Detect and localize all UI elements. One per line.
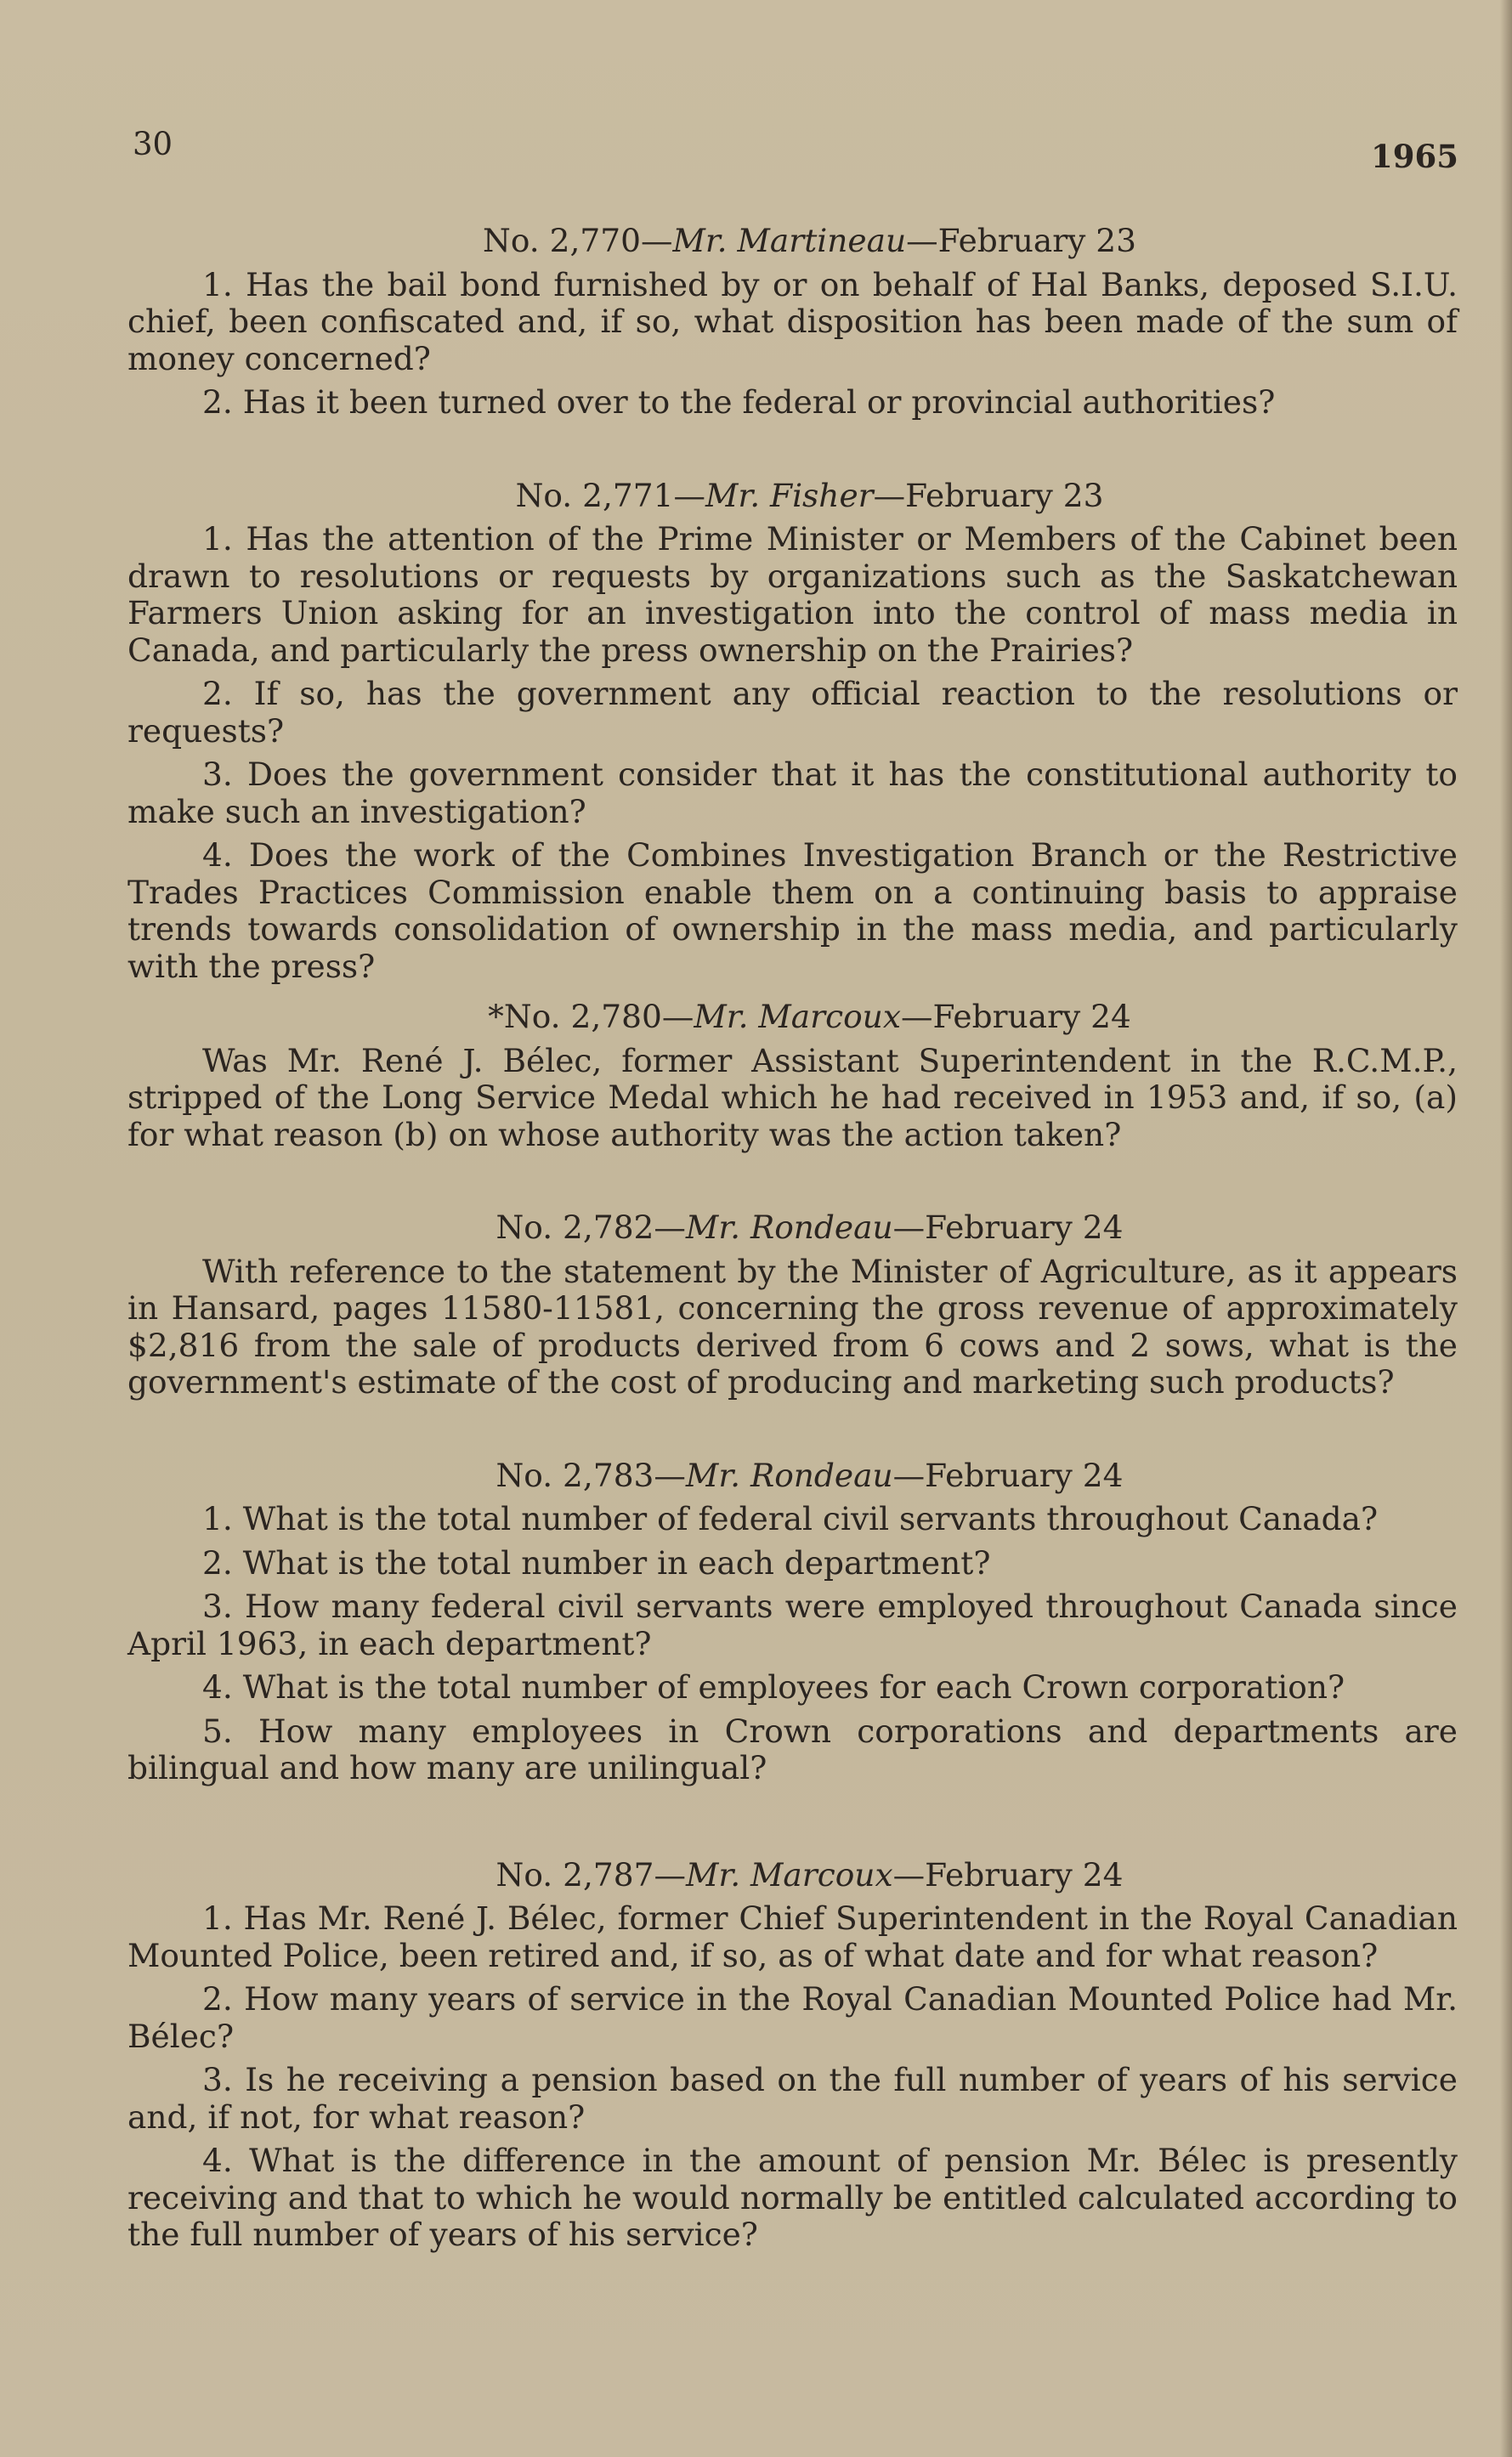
question-paragraph: 3. Is he receiving a pension based on the full number of years of his service and, if not, for what reason? <box>127 2061 1458 2136</box>
question-date: —February 24 <box>892 1855 1124 1894</box>
question-number: No. 2,782— <box>496 1209 686 1246</box>
question-paragraph: 1. Has Mr. René J. Bélec, former Chief Superintendent in the Royal Canadian Mounted Police, been retired and, if so, as of what date and for what reason? <box>127 1899 1458 1974</box>
question-paragraph: 1. Has the bail bond furnished by or on behalf of Hal Banks, deposed S.I.U. chief, been confiscated and, if so, what disposition has been made of the sum of money concerned? <box>127 265 1458 377</box>
question-paragraph: 3. How many federal civil servants were employed throughout Canada since April 1963, in each department? <box>127 1588 1458 1662</box>
member-name: Mr. Marcoux <box>694 998 901 1035</box>
question-2771 <box>127 478 1458 986</box>
question-heading <box>127 999 1458 1036</box>
question-paragraph: 2. How many years of service in the Royal Canadian Mounted Police had Mr. Bélec? <box>127 1980 1458 2055</box>
question-date: —February 24 <box>892 1209 1124 1246</box>
member-name: Mr. Rondeau <box>685 1456 893 1494</box>
question-paragraph: 5. How many employees in Crown corporations and departments are bilingual and how many are unilingual? <box>127 1712 1458 1786</box>
question-2783 <box>127 1458 1458 1787</box>
questions-body <box>127 223 1458 2261</box>
question-paragraph: 4. What is the difference in the amount of pension Mr. Bélec is presently receiving and that to which he would normally be entitled calculated according to the full number of years of his service? <box>127 2142 1458 2253</box>
year-label: 1965 <box>1371 138 1458 175</box>
member-name: Mr. Rondeau <box>685 1209 893 1246</box>
question-2770 <box>127 223 1458 422</box>
question-number: No. 2,787— <box>496 1855 686 1894</box>
question-2782 <box>127 1209 1458 1401</box>
question-date: —February 23 <box>906 222 1136 259</box>
question-date: —February 24 <box>900 998 1131 1035</box>
question-paragraph: 2. Has it been turned over to the federal or provincial authorities? <box>202 383 1276 421</box>
question-paragraph: 3. Does the government consider that it has the constitutional authority to make such an investigation? <box>127 756 1458 830</box>
page-header <box>133 126 1458 175</box>
question-paragraph: Was Mr. René J. Bélec, former Assistant Superintendent in the R.C.M.P., stripped of the Long Service Medal which he had received in 1953 and, if so, (a) for what reason (b) on whose authority was the action taken? <box>127 1041 1458 1153</box>
page-edge-shadow <box>1500 0 1512 2457</box>
question-date: —February 24 <box>892 1456 1124 1494</box>
question-heading <box>127 1857 1458 1894</box>
page-number: 30 <box>133 126 173 162</box>
member-name: Mr. Marcoux <box>685 1855 893 1894</box>
member-name: Mr. Martineau <box>672 222 907 259</box>
question-heading <box>127 223 1458 260</box>
question-paragraph: With reference to the statement by the Minister of Agriculture, as it appears in Hansard, pages 11580-11581, concerning the gross revenue of approximately $2,816 from the sale of products derived from 6 cows and 2 sows, what is the government's estimate of the cost of producing and marketing such products? <box>127 1252 1458 1401</box>
question-heading <box>127 1209 1458 1247</box>
question-paragraph: 4. Does the work of the Combines Investigation Branch or the Restrictive Trades Practices Commission enable them on a continuing basis to appraise trends towards consolidation of ownership in the mass media, and particularly with the press? <box>127 836 1458 985</box>
question-heading <box>127 478 1458 515</box>
question-paragraph: 1. What is the total number of federal civil servants throughout Canada? <box>202 1500 1379 1537</box>
question-2780 <box>127 999 1458 1153</box>
question-number: No. 2,770— <box>483 222 673 259</box>
question-date: —February 23 <box>873 476 1104 514</box>
question-2787 <box>127 1857 1458 2254</box>
member-name: Mr. Fisher <box>705 476 874 514</box>
question-number: No. 2,783— <box>496 1456 686 1494</box>
question-paragraph: 4. What is the total number of employees for each Crown corporation? <box>202 1668 1345 1706</box>
question-heading <box>127 1458 1458 1495</box>
question-paragraph: 2. If so, has the government any official reaction to the resolutions or requests? <box>127 675 1458 750</box>
question-paragraph: 1. Has the attention of the Prime Minister or Members of the Cabinet been drawn to resolutions or requests by organizations such as the Saskatchewan Farmers Union asking for an investigation into the control of mass media in Canada, and particularly the press ownership on the Prairies? <box>127 520 1458 669</box>
question-number: No. 2,771— <box>515 476 705 514</box>
question-paragraph: 2. What is the total number in each department? <box>202 1543 991 1582</box>
question-number: *No. 2,780— <box>488 998 694 1035</box>
